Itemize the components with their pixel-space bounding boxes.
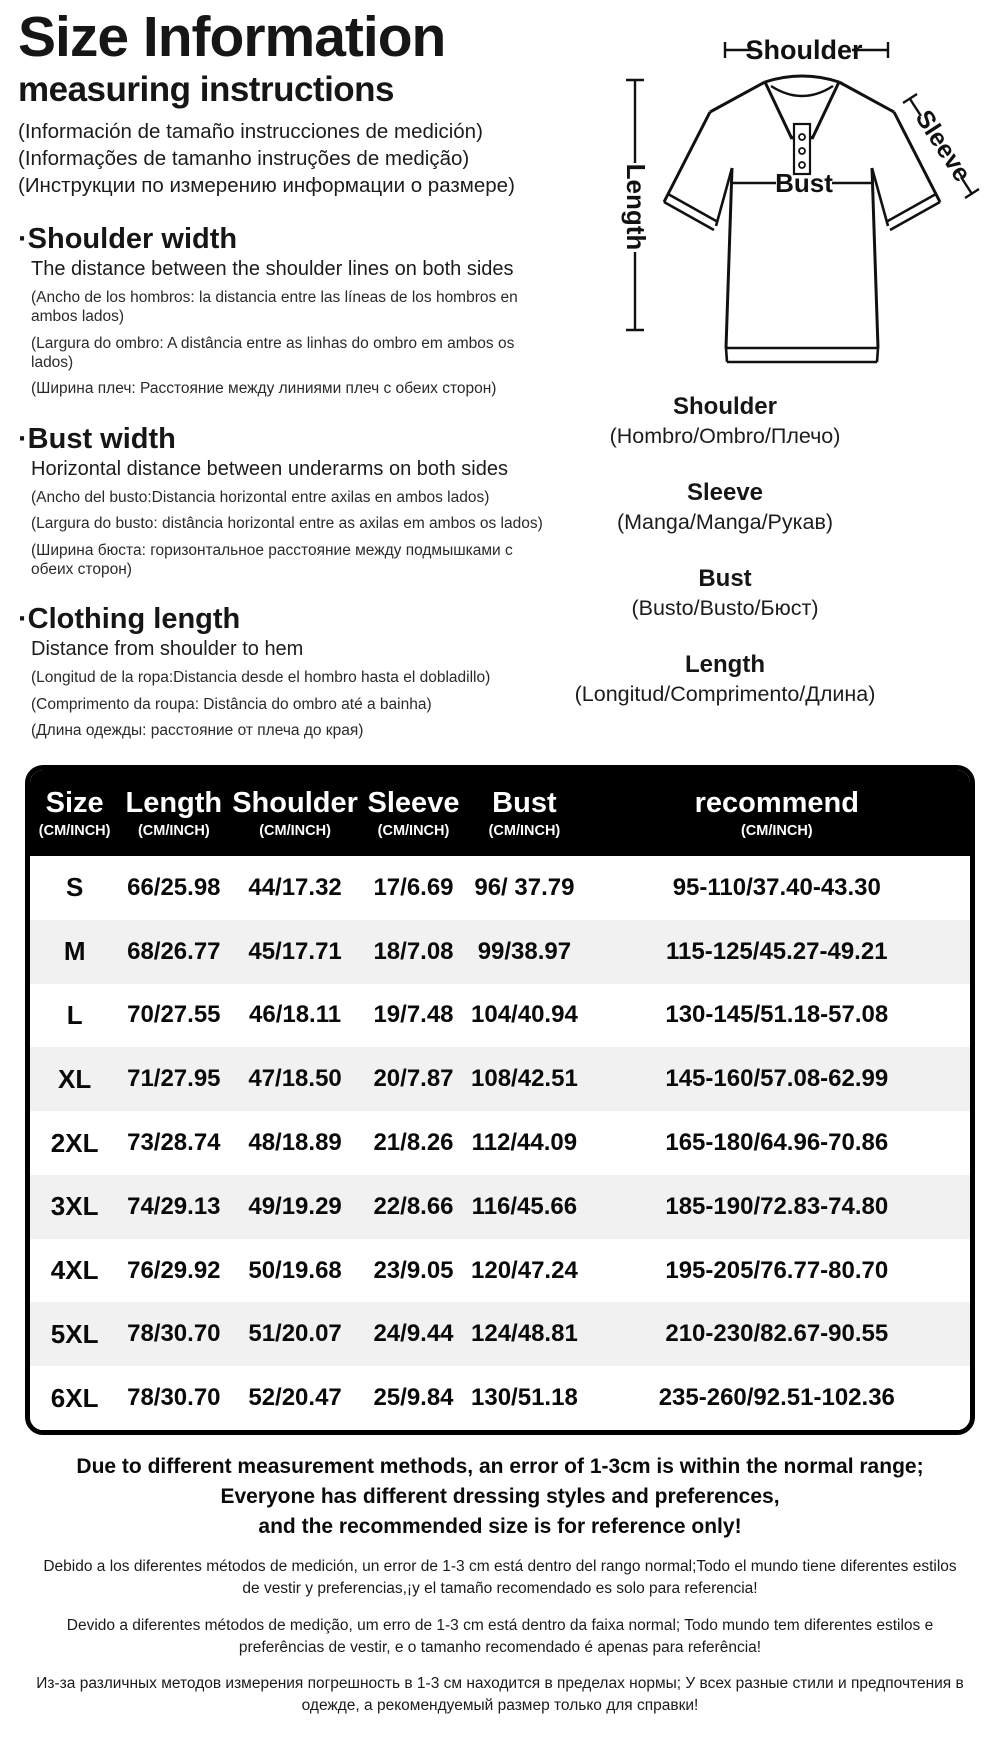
cell-bust: 120/47.24 bbox=[471, 1256, 578, 1284]
cell-shoulder: 44/17.32 bbox=[248, 873, 342, 901]
size-table-header bbox=[30, 770, 970, 856]
cell-bust: 99/38.97 bbox=[477, 937, 572, 965]
cell-size: 3XL bbox=[50, 1191, 99, 1222]
section-title: ·Bust width bbox=[18, 422, 176, 455]
cell-shoulder: 52/20.47 bbox=[248, 1384, 342, 1412]
size-table-body bbox=[30, 856, 970, 1430]
cell-bust: 130/51.18 bbox=[471, 1384, 578, 1412]
measurement-legend bbox=[540, 393, 910, 737]
title-translation-ru: (Инструкции по измерению информации о размере) bbox=[18, 173, 515, 197]
cell-sleeve: 23/9.05 bbox=[373, 1256, 454, 1284]
title-translation-pt: (Informações de tamanho instruções de medição) bbox=[18, 146, 470, 170]
column-header-bust bbox=[465, 787, 583, 839]
section-translation-pt: (Comprimento da roupa: Distância do ombro até a bainha) bbox=[31, 695, 432, 713]
legend-translation: (Manga/Manga/Рукав) bbox=[616, 510, 834, 534]
section-translations bbox=[31, 288, 546, 399]
cell-size: 5XL bbox=[50, 1318, 99, 1349]
column-unit: (CM/INCH) bbox=[377, 823, 450, 839]
section-translation-pt: (Largura do ombro: A distância entre as linhas do ombro em ambos os lados) bbox=[31, 334, 515, 372]
diagram-length-label: Length bbox=[621, 163, 651, 251]
cell-length: 70/27.55 bbox=[127, 1001, 221, 1029]
title-translations bbox=[18, 118, 546, 199]
top-section bbox=[0, 0, 1000, 765]
column-unit: (CM/INCH) bbox=[38, 823, 111, 839]
column-unit: (CM/INCH) bbox=[740, 823, 813, 839]
cell-length: 78/30.70 bbox=[127, 1384, 221, 1412]
section-translation-ru: (Ширина бюста: горизонтальное расстояние между подмышками с обеих сторон) bbox=[31, 541, 513, 578]
cell-bust: 116/45.66 bbox=[471, 1192, 578, 1220]
section-description: Horizontal distance between underarms on both sides bbox=[31, 457, 508, 480]
cell-length: 71/27.95 bbox=[127, 1065, 221, 1093]
legend-bust bbox=[540, 565, 910, 621]
section-translation-es: (Ancho del busto:Distancia horizontal entre axilas en ambos lados) bbox=[31, 488, 490, 506]
column-header-size bbox=[30, 787, 119, 839]
column-unit: (CM/INCH) bbox=[137, 823, 210, 839]
measurement-disclaimer bbox=[0, 1452, 1000, 1541]
column-header-length bbox=[119, 787, 228, 839]
instructions-column bbox=[18, 5, 546, 740]
cell-recommend: 195-205/76.77-80.70 bbox=[665, 1256, 889, 1284]
cell-size: 6XL bbox=[50, 1382, 99, 1413]
cell-shoulder: 47/18.50 bbox=[248, 1065, 342, 1093]
cell-recommend: 185-190/72.83-74.80 bbox=[665, 1192, 889, 1220]
diagram-sleeve-label: Sleeve bbox=[909, 105, 977, 187]
section-translations bbox=[31, 668, 546, 740]
table-row bbox=[30, 1366, 970, 1430]
cell-sleeve: 21/8.26 bbox=[373, 1129, 454, 1157]
cell-bust: 112/44.09 bbox=[471, 1129, 578, 1157]
column-title: recommend bbox=[694, 787, 859, 819]
cell-length: 66/25.98 bbox=[127, 873, 221, 901]
cell-recommend: 95-110/37.40-43.30 bbox=[672, 873, 881, 901]
column-header-sleeve bbox=[362, 787, 465, 839]
disclaimer-pt: Devido a diferentes métodos de medição, um erro de 1-3 cm está dentro da faixa normal; Todo mundo tem diferentes estilos e preferências de vestir, e o tamanho recomendado é apenas para referência! bbox=[66, 1616, 934, 1656]
cell-length: 76/29.92 bbox=[127, 1256, 221, 1284]
table-row bbox=[30, 1047, 970, 1111]
cell-bust: 108/42.51 bbox=[471, 1065, 578, 1093]
cell-size: L bbox=[66, 999, 83, 1030]
cell-sleeve: 20/7.87 bbox=[373, 1065, 454, 1093]
cell-shoulder: 51/20.07 bbox=[248, 1320, 342, 1348]
column-unit: (CM/INCH) bbox=[259, 823, 331, 839]
column-title: Length bbox=[125, 787, 223, 819]
legend-sleeve bbox=[540, 479, 910, 535]
legend-label: Sleeve bbox=[686, 479, 764, 506]
section-translations bbox=[31, 488, 546, 580]
section-shoulder-width bbox=[18, 223, 546, 399]
table-row bbox=[30, 984, 970, 1048]
section-title: ·Clothing length bbox=[18, 603, 241, 636]
diagram-column bbox=[540, 0, 1000, 765]
cell-length: 74/29.13 bbox=[127, 1192, 221, 1220]
section-translation-ru: (Длина одежды: расстояние от плеча до края) bbox=[31, 722, 364, 740]
cell-sleeve: 25/9.84 bbox=[373, 1384, 454, 1412]
page-title: Size Information bbox=[18, 5, 446, 69]
cell-shoulder: 46/18.11 bbox=[249, 1001, 342, 1029]
cell-size: XL bbox=[58, 1063, 92, 1094]
legend-translation: (Hombro/Ombro/Плечо) bbox=[609, 424, 841, 448]
table-row bbox=[30, 1111, 970, 1175]
cell-shoulder: 49/19.29 bbox=[248, 1192, 342, 1220]
column-title: Bust bbox=[492, 787, 557, 819]
footer-notes bbox=[0, 1452, 1000, 1717]
title-translation-es: (Información de tamaño instrucciones de medición) bbox=[18, 119, 483, 143]
section-bust-width bbox=[18, 423, 546, 580]
table-row bbox=[30, 1175, 970, 1239]
diagram-bust-label: Bust bbox=[775, 168, 833, 198]
polo-shirt-measurement-diagram bbox=[540, 0, 1000, 385]
section-description: The distance between the shoulder lines on both sides bbox=[31, 257, 514, 280]
cell-bust: 124/48.81 bbox=[471, 1320, 578, 1348]
size-table bbox=[25, 765, 975, 1435]
disclaimer-ru: Из-за различных методов измерения погрешность в 1-3 см находится в пределах нормы; У всех разные стили и предпочтения в одежде, а рекомендуемый размер только для справки! bbox=[36, 1675, 964, 1714]
cell-sleeve: 17/6.69 bbox=[373, 873, 454, 901]
cell-bust: 96/ 37.79 bbox=[474, 873, 575, 901]
diagram-shoulder-label: Shoulder bbox=[745, 35, 863, 65]
cell-length: 73/28.74 bbox=[127, 1129, 221, 1157]
cell-recommend: 130-145/51.18-57.08 bbox=[665, 1001, 889, 1029]
cell-sleeve: 19/7.48 bbox=[373, 1001, 454, 1029]
cell-sleeve: 24/9.44 bbox=[373, 1320, 454, 1348]
column-unit: (CM/INCH) bbox=[488, 823, 561, 839]
disclaimer-line: Everyone has different dressing styles and preferences, bbox=[220, 1484, 780, 1508]
legend-shoulder bbox=[540, 393, 910, 449]
column-header-recommend bbox=[584, 787, 970, 839]
section-translation-ru: (Ширина плеч: Расстояние между линиями плеч с обеих сторон) bbox=[31, 380, 497, 398]
column-title: Shoulder bbox=[232, 787, 358, 819]
cell-length: 78/30.70 bbox=[127, 1320, 221, 1348]
column-title: Size bbox=[45, 787, 104, 819]
table-row bbox=[30, 920, 970, 984]
disclaimer-es: Debido a los diferentes métodos de medición, un error de 1-3 cm está dentro del rango normal;Todo el mundo tiene diferentes estilos de vestir y preferencias,¡y el tamaño recomendado es solo para referencia! bbox=[43, 1558, 957, 1598]
legend-label: Shoulder bbox=[672, 393, 777, 420]
table-row bbox=[30, 1302, 970, 1366]
legend-label: Bust bbox=[698, 565, 752, 592]
cell-shoulder: 48/18.89 bbox=[248, 1129, 342, 1157]
cell-recommend: 210-230/82.67-90.55 bbox=[665, 1320, 889, 1348]
column-header-shoulder bbox=[228, 787, 361, 839]
legend-label: Length bbox=[685, 651, 765, 678]
cell-length: 68/26.77 bbox=[127, 937, 221, 965]
legend-translation: (Longitud/Comprimento/Длина) bbox=[574, 682, 876, 706]
cell-recommend: 165-180/64.96-70.86 bbox=[665, 1129, 889, 1157]
section-description: Distance from shoulder to hem bbox=[31, 638, 304, 661]
cell-recommend: 115-125/45.27-49.21 bbox=[666, 937, 888, 965]
cell-size: 4XL bbox=[50, 1255, 99, 1286]
legend-translation: (Busto/Busto/Бюст) bbox=[631, 596, 819, 620]
disclaimer-line: and the recommended size is for reference only! bbox=[258, 1514, 742, 1538]
cell-size: 2XL bbox=[50, 1127, 99, 1158]
page-subtitle: measuring instructions bbox=[18, 69, 395, 109]
cell-shoulder: 50/19.68 bbox=[248, 1256, 342, 1284]
cell-bust: 104/40.94 bbox=[471, 1001, 578, 1029]
section-translation-es: (Longitud de la ropa:Distancia desde el hombro hasta el dobladillo) bbox=[31, 669, 491, 687]
legend-length bbox=[540, 651, 910, 707]
section-title: ·Shoulder width bbox=[18, 222, 238, 255]
cell-size: M bbox=[63, 936, 86, 967]
cell-recommend: 145-160/57.08-62.99 bbox=[665, 1065, 889, 1093]
section-translation-pt: (Largura do busto: distância horizontal entre as axilas em ambos os lados) bbox=[31, 515, 543, 533]
cell-shoulder: 45/17.71 bbox=[248, 937, 342, 965]
table-row bbox=[30, 856, 970, 920]
section-clothing-length bbox=[18, 603, 546, 740]
table-row bbox=[30, 1239, 970, 1303]
cell-recommend: 235-260/92.51-102.36 bbox=[658, 1384, 895, 1412]
cell-sleeve: 22/8.66 bbox=[373, 1192, 454, 1220]
section-translation-es: (Ancho de los hombros: la distancia entre las líneas de los hombros en ambos lados) bbox=[31, 288, 518, 326]
cell-size: S bbox=[65, 872, 84, 903]
cell-sleeve: 18/7.08 bbox=[373, 937, 454, 965]
disclaimer-line: Due to different measurement methods, an error of 1-3cm is within the normal range; bbox=[76, 1455, 924, 1478]
column-title: Sleeve bbox=[367, 787, 460, 819]
